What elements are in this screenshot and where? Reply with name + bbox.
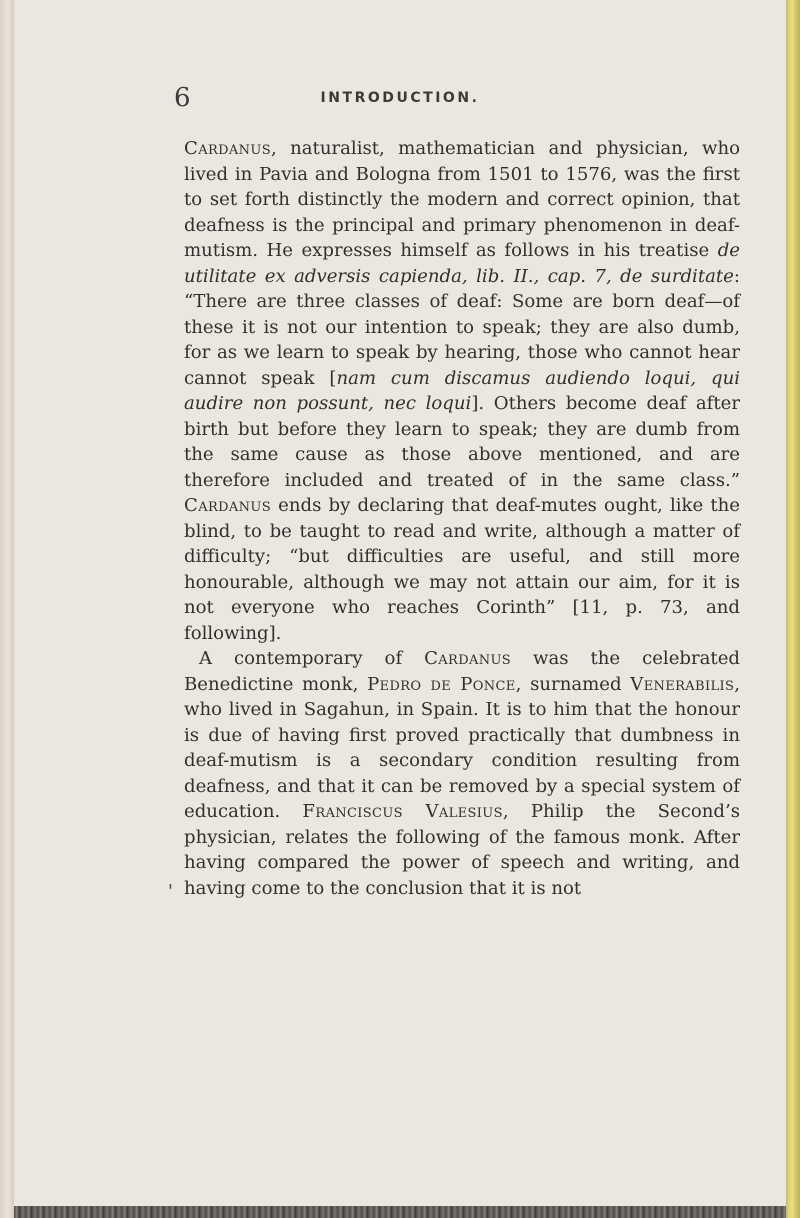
paragraph-text: was the celebrated Benedictine monk, (184, 648, 740, 695)
name-pedro-de-ponce: Pedro de Ponce (367, 673, 516, 695)
paragraph-text: ]. Others become deaf after birth but before they learn to speak; they are dumb from the same cause as those above mentioned, and are therefore included and treated of in the same class.” (184, 393, 740, 491)
name-cardanus: Cardanus (184, 495, 271, 516)
bottom-binding-edge (14, 1206, 786, 1218)
left-page-edge (0, 0, 15, 1218)
name-franciscus-valesius: Franciscus Valesius (302, 801, 503, 822)
page-number: 6 (174, 83, 191, 113)
page-body (184, 136, 740, 901)
name-cardanus: Cardanus (184, 138, 271, 159)
right-book-edge (785, 0, 800, 1218)
latin-quote: nam cum discamus audiendo loqui, qui audire non possunt, nec loqui (184, 367, 741, 414)
name-cardanus: Cardanus (424, 648, 512, 669)
paragraph-text: , who lived in Sagahun, in Spain. It is to him that the honour is due of having first proved practically that dumbness in deaf-mutism is a secondary condition resulting from deafness, and that it can be removed by a special system of education. (184, 673, 740, 822)
paragraph-text: A contemporary of (199, 648, 425, 669)
left-margin-mark: ' (168, 881, 173, 902)
paragraph-text: , surnamed (515, 673, 631, 695)
paragraph-cardanus (184, 136, 740, 646)
book-page (14, 0, 786, 1206)
page-header (14, 85, 786, 111)
paragraph-text: , Philip the Second’s physician, relates the following of the famous monk. After having compared the power of speech and writing, and having come to the conclusion that it is not (184, 801, 740, 899)
paragraph-text: : “There are three classes of deaf: Some are born deaf—of these it is not our intention to speak; they are also dumb, for as we learn to speak by hearing, those who cannot hear cannot speak [ (184, 265, 740, 389)
paragraph-text: ends by declaring that deaf-mutes ought, like the blind, to be taught to read and write, although a matter of difficulty; “but difficulties are useful, and still more honourable, although we may not attain our aim, for it is not everyone who reaches Corinth” [11, p. 73, and following]. (184, 495, 740, 644)
running-head: INTRODUCTION. (320, 90, 480, 106)
paragraph-text: , naturalist, mathematician and physician, who lived in Pavia and Bologna from 1501 to 1576, was the first to set forth distinctly the modern and correct opinion, that deafness is the principal and primary phenomenon in deaf-mutism. He expresses himself as follows in his treatise (184, 138, 740, 261)
name-venerabilis: Venerabilis (630, 673, 735, 695)
paragraph-ponce (184, 646, 740, 901)
latin-title: de utilitate ex adversis capienda, lib. II., cap. 7, de surditate (184, 240, 740, 287)
